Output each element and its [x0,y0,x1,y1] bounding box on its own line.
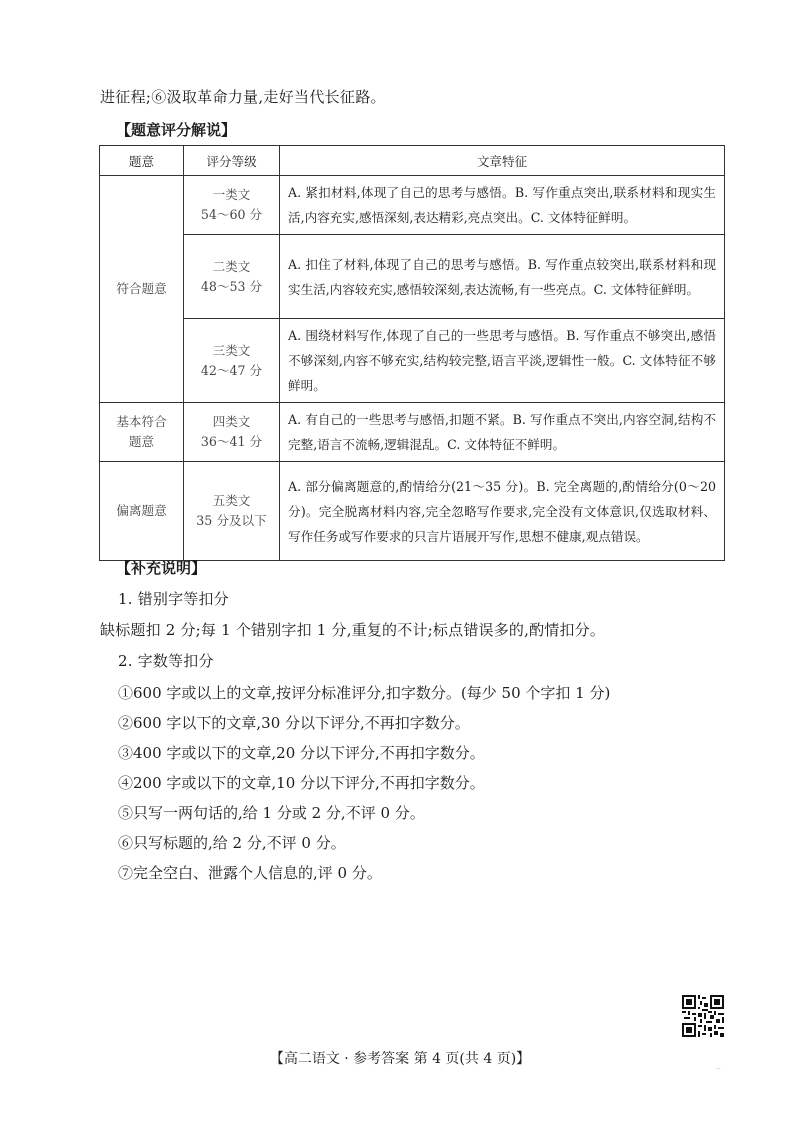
section-1-text: 缺标题扣 2 分;每 1 个错别字扣 1 分,重复的不计;标点错误多的,酌情扣分。 [100,621,606,639]
level-score: 42～47 分 [200,362,263,378]
table-row [100,235,725,319]
table-row [100,176,725,235]
word-count-rule: ⑦完全空白、泄露个人信息的,评 0 分。 [118,864,382,882]
corner-mark: .. [716,1062,722,1071]
table-row [100,403,725,462]
word-count-rule: ④200 字或以下的文章,10 分以下评分,不再扣字数分。 [118,774,485,792]
page-footer: 【高二语文 · 参考答案 第 4 页(共 4 页)】 [269,1051,531,1067]
word-count-rule: ⑤只写一两句话的,给 1 分或 2 分,不评 0 分。 [118,804,425,822]
level-cell [184,319,280,403]
grading-heading: 【题意评分解说】 [116,121,237,139]
column-header: 文章特征 [280,146,725,176]
section-2-title: 2. 字数等扣分 [118,652,214,670]
level-label: 五类文 [212,493,251,508]
level-score: 35 分及以下 [196,513,267,528]
section-1-title: 1. 错别字等扣分 [118,590,229,608]
word-count-rule: ①600 字或以上的文章,按评分标准评分,扣字数分。(每少 50 个字扣 1 分) [118,684,611,702]
qr-code-icon [682,995,724,1037]
level-cell [184,235,280,319]
features-cell: A. 围绕材料写作,体现了自己的一些思考与感悟。B. 写作重点不够突出,感悟不够深刻,内容不够充实,结构较完整,语言平淡,逻辑性一般。C. 文体特征不够鲜明。 [280,319,725,403]
level-cell [184,462,280,561]
grading-table [99,145,725,561]
column-header: 题意 [100,146,184,176]
features-cell: A. 有自己的一些思考与感悟,扣题不紧。B. 写作重点不突出,内容空洞,结构不完整,语言不流畅,逻辑混乱。C. 文体特征不鲜明。 [280,403,725,462]
supplement-heading: 【补充说明】 [116,559,207,577]
level-cell [184,176,280,235]
level-score: 48～53 分 [200,278,263,294]
level-cell [184,403,280,462]
features-cell: A. 紧扣材料,体现了自己的思考与感悟。B. 写作重点突出,联系材料和现实生活,内容充实,感悟深刻,表达精彩,亮点突出。C. 文体特征鲜明。 [280,176,725,235]
table-row [100,319,725,403]
category-cell: 符合题意 [100,176,184,403]
word-count-rule: ③400 字或以下的文章,20 分以下评分,不再扣字数分。 [118,744,485,762]
level-label: 四类文 [212,414,251,429]
word-count-rule: ⑥只写标题的,给 2 分,不评 0 分。 [118,834,346,852]
table-row [100,462,725,561]
category-cell: 基本符合题意 [100,403,184,462]
category-cell: 偏离题意 [100,462,184,561]
features-cell: A. 扣住了材料,体现了自己的思考与感悟。B. 写作重点较突出,联系材料和现实生活,内容较充实,感悟较深刻,表达流畅,有一些亮点。C. 文体特征鲜明。 [280,235,725,319]
table-header-row [100,146,725,176]
features-cell: A. 部分偏离题意的,酌情给分(21～35 分)。B. 完全离题的,酌情给分(0～20 分)。完全脱离材料内容,完全忽略写作要求,完全没有文体意识,仅选取材料、写作任务或写作要求的只言片语展开写作,思想不健康,观点错误。 [280,462,725,561]
intro-text: 进征程;⑥汲取革命力量,走好当代长征路。 [100,88,386,106]
level-score: 36～41 分 [200,434,263,449]
word-count-rule: ②600 字以下的文章,30 分以下评分,不再扣字数分。 [118,714,470,732]
level-label: 三类文 [212,342,251,358]
column-header: 评分等级 [184,146,280,176]
level-score: 54～60 分 [200,207,263,222]
level-label: 二类文 [212,258,251,274]
level-label: 一类文 [212,187,251,202]
